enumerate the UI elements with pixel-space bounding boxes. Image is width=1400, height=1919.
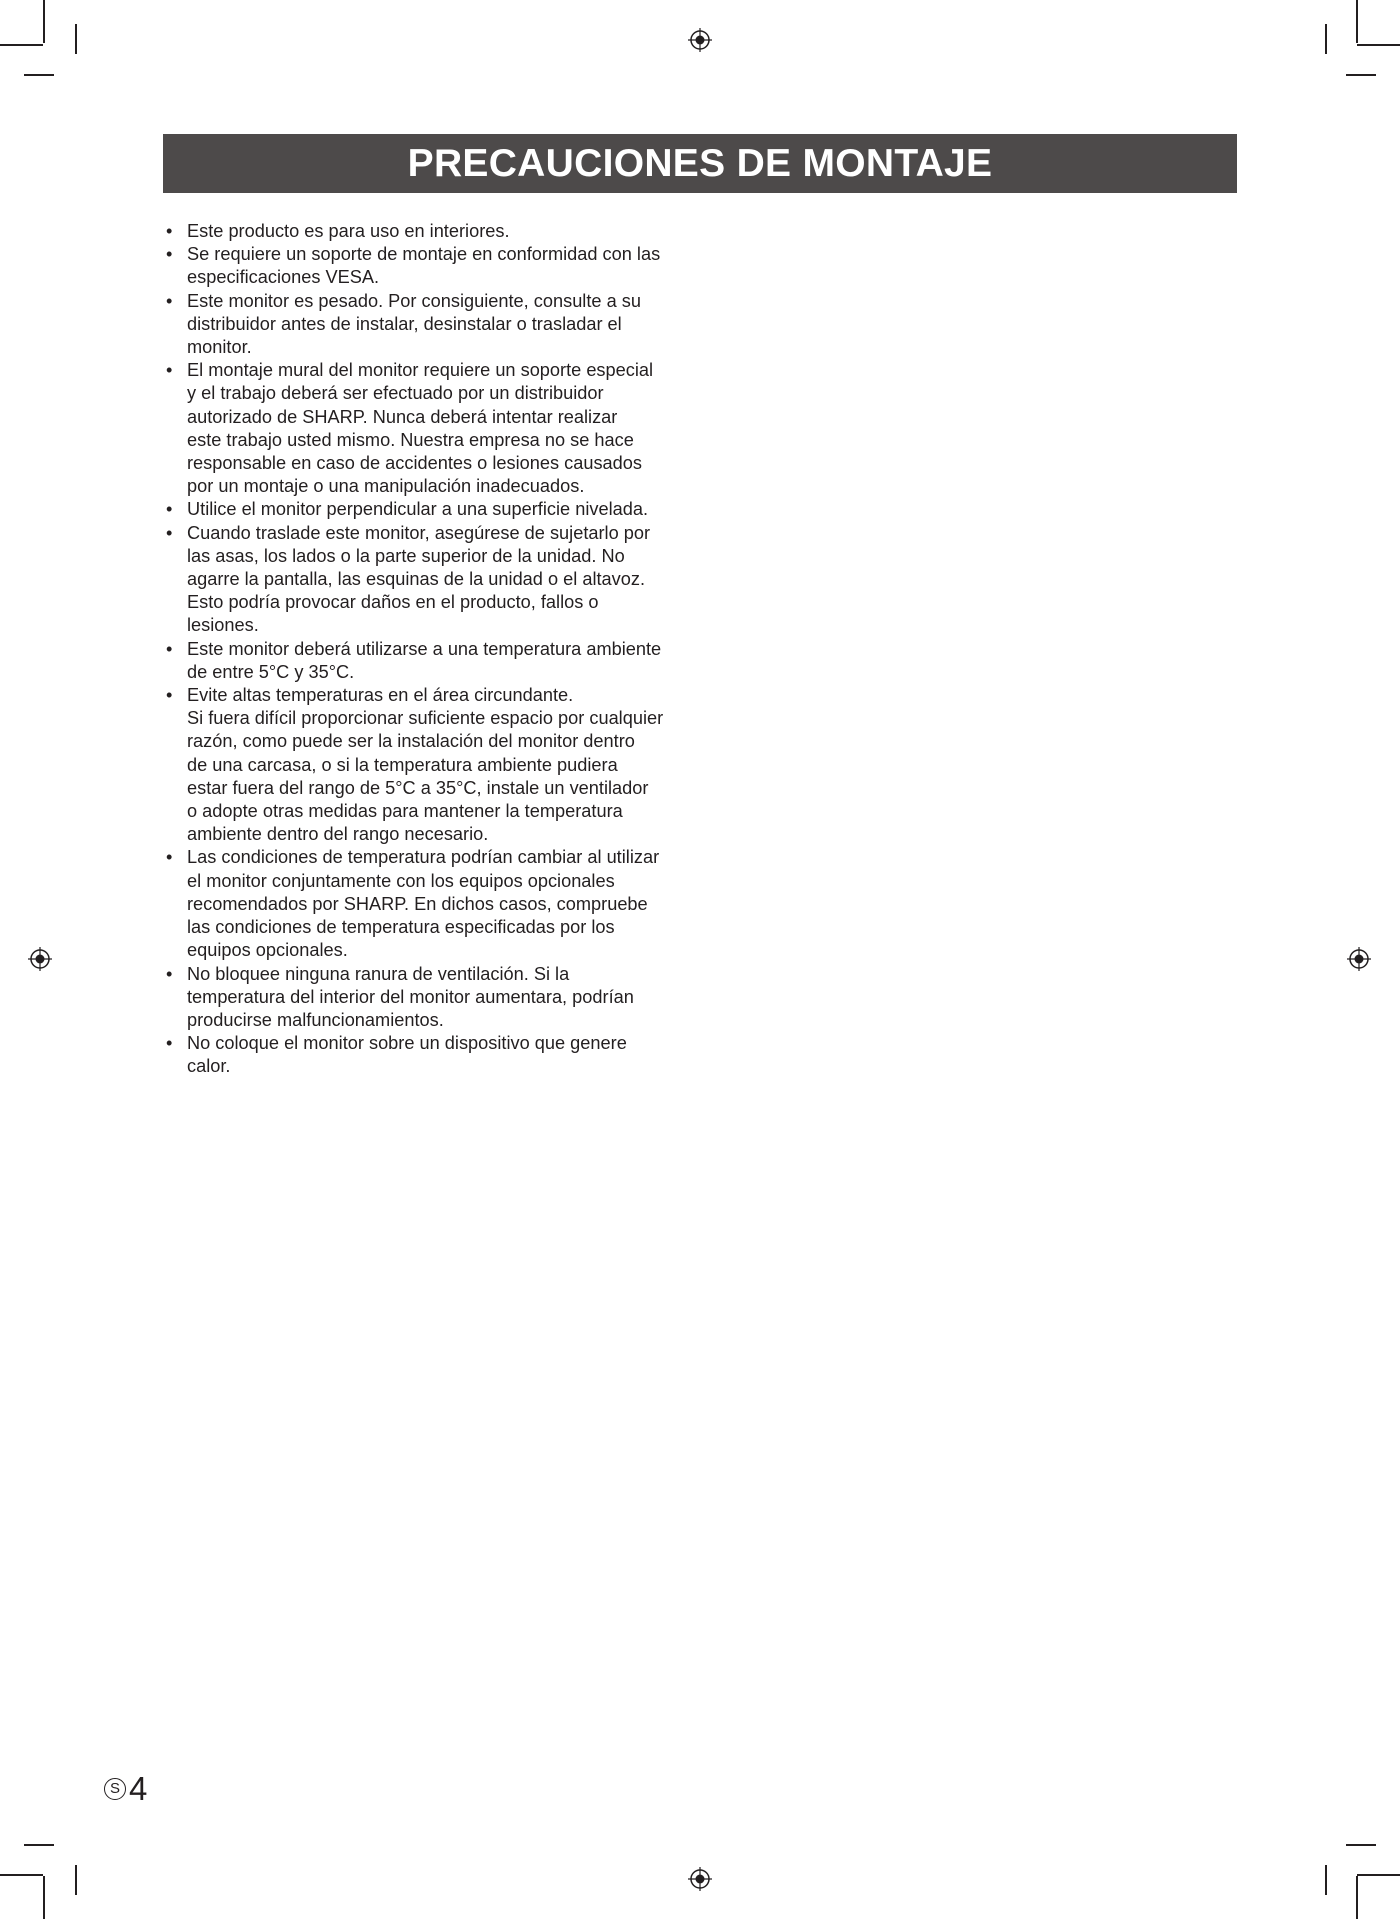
crop-mark xyxy=(24,1844,54,1846)
registration-mark-icon xyxy=(27,946,53,972)
crop-mark xyxy=(0,1874,43,1876)
crop-mark xyxy=(1356,1876,1358,1919)
crop-mark xyxy=(1325,1865,1327,1895)
bullet-icon: • xyxy=(166,221,173,241)
list-item xyxy=(163,243,693,289)
crop-mark xyxy=(1325,24,1327,54)
crop-mark xyxy=(75,1865,77,1895)
list-item xyxy=(163,638,693,684)
crop-mark xyxy=(43,1876,45,1919)
list-item-text: El montaje mural del monitor requiere un soporte especial y el trabajo deberá ser efectuado por un distribuidor autorizado de SHARP. Nunca deberá intentar realizar este trabajo usted mismo. Nuestra empresa no se hace responsable en caso de accidentes o lesiones causados por un montaje o una manipulación inadecuados. xyxy=(187,360,654,497)
list-item-text: Este monitor es pesado. Por consiguiente, consulte a su distribuidor antes de instalar, desinstalar o trasladar el monitor. xyxy=(187,290,641,358)
list-item-text: Este monitor deberá utilizarse a una temperatura ambiente de entre 5°C y 35°C. xyxy=(187,638,662,682)
list-item xyxy=(163,684,693,846)
crop-mark xyxy=(24,74,54,76)
bullet-icon: • xyxy=(166,499,173,520)
list-item-text: Evite altas temperaturas en el área circundante. Si fuera difícil proporcionar suficiente espacio por cualquier razón, como puede ser la instalación del monitor dentro de una carcasa, o si la temperatura ambiente pudiera estar fuera del rango de 5°C a 35°C, instale un ventilador o adopte otras medidas para mantener la temperatura ambiente dentro del rango necesario. xyxy=(187,685,664,845)
list-item xyxy=(163,846,693,962)
page-number: 4 xyxy=(129,1770,148,1807)
page-footer xyxy=(104,1772,147,1805)
bullet-icon: • xyxy=(166,847,173,868)
crop-mark xyxy=(0,44,43,46)
section-title: PRECAUCIONES DE MONTAJE xyxy=(407,141,993,185)
list-item xyxy=(163,963,693,1033)
crop-mark xyxy=(1357,1874,1400,1876)
list-item xyxy=(163,522,693,638)
registration-mark-icon xyxy=(687,1866,713,1892)
list-item xyxy=(163,220,693,243)
bullet-icon: • xyxy=(166,1033,173,1054)
list-item-text: No bloquee ninguna ranura de ventilación. Si la temperatura del interior del monitor aumentara, podrían producirse malfuncionamientos. xyxy=(187,963,634,1030)
list-item xyxy=(163,1032,693,1078)
bullet-icon: • xyxy=(166,244,173,265)
crop-mark xyxy=(1356,0,1358,43)
list-item xyxy=(163,290,693,360)
registration-mark-icon xyxy=(687,27,713,53)
precautions-list xyxy=(163,220,693,1079)
crop-mark xyxy=(1346,74,1376,76)
list-item xyxy=(163,359,693,498)
list-item-text: Las condiciones de temperatura podrían cambiar al utilizar el monitor conjuntamente con los equipos opcionales recomendados por SHARP. En dichos casos, compruebe las condiciones de temperatura especificadas por los equipos opcionales. xyxy=(187,847,660,961)
list-item-text: Cuando traslade este monitor, asegúrese de sujetarlo por las asas, los lados o la parte superior de la unidad. No agarre la pantalla, las esquinas de la unidad o el altavoz. Esto podría provocar daños en el producto, fallos o lesiones. xyxy=(187,522,651,636)
list-item-text: No coloque el monitor sobre un dispositivo que genere calor. xyxy=(187,1033,627,1077)
registration-mark-icon xyxy=(1346,946,1372,972)
bullet-icon: • xyxy=(166,638,173,659)
language-badge: S xyxy=(104,1778,126,1800)
crop-mark xyxy=(1357,44,1400,46)
crop-mark xyxy=(1346,1844,1376,1846)
section-title-bar xyxy=(163,134,1237,193)
list-item-text: Utilice el monitor perpendicular a una superficie nivelada. xyxy=(187,499,649,520)
list-item-text: Se requiere un soporte de montaje en conformidad con las especificaciones VESA. xyxy=(187,244,661,288)
list-item-text: Este producto es para uso en interiores. xyxy=(187,221,510,241)
bullet-icon: • xyxy=(166,360,173,381)
list-item xyxy=(163,498,693,521)
crop-mark xyxy=(43,0,45,43)
crop-mark xyxy=(75,24,77,54)
bullet-icon: • xyxy=(166,963,173,984)
bullet-icon: • xyxy=(166,290,173,311)
bullet-icon: • xyxy=(166,522,173,543)
bullet-icon: • xyxy=(166,685,173,706)
